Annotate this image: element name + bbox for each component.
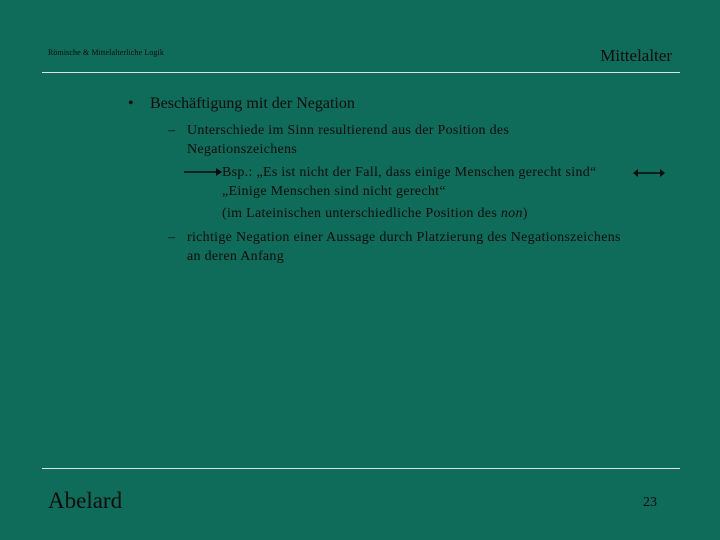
item2-line2: an deren Anfang (187, 249, 285, 264)
example-line2: „Einige Menschen sind nicht gerecht“ (222, 184, 446, 199)
bullet-dot-icon: • (128, 95, 134, 112)
double-arrow-icon (633, 167, 665, 179)
item1-line2: Negationszeichens (187, 142, 298, 157)
footer-title: Abelard (48, 488, 123, 513)
item2-line1: richtige Negation einer Aussage durch Platzierung des Negationszeichens (187, 230, 621, 245)
page-number: 23 (643, 495, 657, 510)
item1-line1: Unterschiede im Sinn resultierend aus der Position des (187, 123, 510, 138)
example-line3-close: ) (522, 206, 528, 221)
main-bullet (128, 95, 355, 113)
bottom-divider (42, 468, 680, 469)
dash-marker: – (168, 230, 176, 245)
header-course-title: Römische & Mittelalterliche Logik (48, 48, 164, 57)
example-line3-text: (im Lateinischen unterschiedliche Position des (222, 206, 501, 221)
right-arrow-icon (182, 166, 222, 178)
header-section-title: Mittelalter (600, 46, 672, 65)
main-bullet-text: Beschäftigung mit der Negation (150, 95, 355, 112)
example-line3-emphasis: non (500, 206, 523, 221)
example-line1: Bsp.: „Es ist nicht der Fall, dass einige Menschen gerecht sind“ (222, 165, 597, 180)
example-line3 (222, 204, 528, 223)
top-divider (42, 72, 680, 73)
dash-marker: – (168, 123, 176, 138)
